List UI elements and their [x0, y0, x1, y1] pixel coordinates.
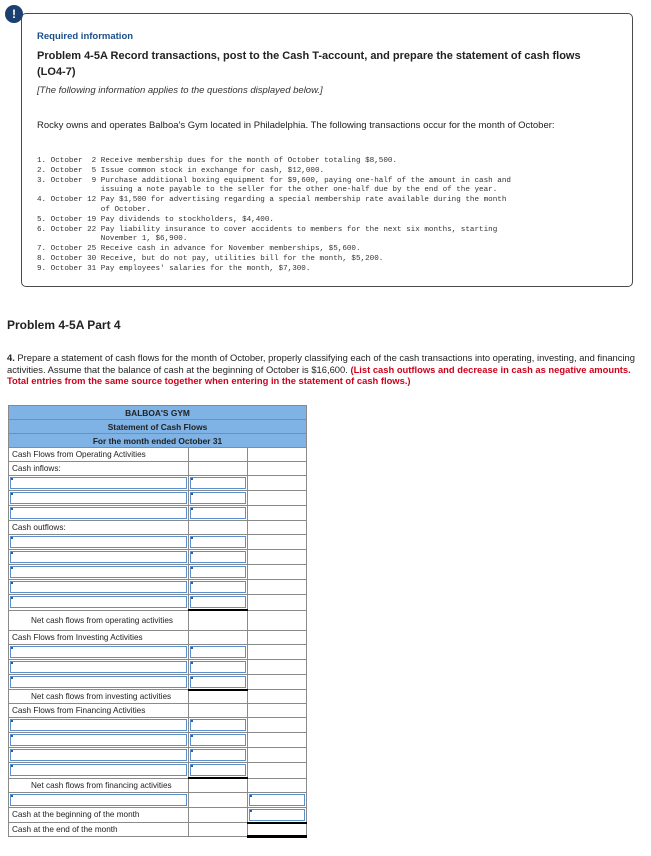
- line-item-description-field[interactable]: [10, 734, 187, 746]
- empty-cell: [189, 462, 248, 476]
- row-label: Cash Flows from Investing Activities: [9, 630, 189, 644]
- row-label: Cash inflows:: [9, 462, 189, 476]
- empty-cell: [248, 506, 307, 521]
- empty-cell: [189, 778, 248, 792]
- line-item-amount-field[interactable]: [190, 734, 246, 746]
- statement-row-input: [9, 763, 307, 779]
- line-item-amount[interactable]: [189, 580, 248, 595]
- line-item-description-field[interactable]: [10, 596, 187, 608]
- row-label: Cash Flows from Operating Activities: [9, 448, 189, 462]
- alert-icon: !: [5, 5, 23, 23]
- line-item-description-field[interactable]: [10, 661, 187, 673]
- line-item-amount[interactable]: [189, 674, 248, 690]
- line-item-amount-field[interactable]: [190, 719, 246, 731]
- empty-cell: [189, 792, 248, 807]
- net-cash-flow-total: [248, 610, 307, 630]
- question-body: Prepare a statement of cash flows for the month of October, properly classifying each of the cash transactions into operating, investing, and financing activities. Assume that the balance of cash at the beginning of October is $16,600.: [7, 352, 635, 375]
- line-item-description[interactable]: [9, 476, 189, 491]
- line-item-description[interactable]: [9, 733, 189, 748]
- empty-cell: [189, 610, 248, 630]
- empty-cell: [248, 644, 307, 659]
- empty-cell: [248, 448, 307, 462]
- statement-header-row: [9, 420, 307, 434]
- line-item-amount-field[interactable]: [190, 661, 246, 673]
- statement-row-net: [9, 610, 307, 630]
- statement-row-label: [9, 630, 307, 644]
- empty-cell: [248, 674, 307, 690]
- transactions-list: 1. October 2 Receive membership dues for the month of October totaling $8,500. 2. October 5 Issue common stock in exchange for cash, $12,000. 3. October 9 Purchase additional boxing equipment for $9,600, paying one-half of the amount in cash and issuing a note payable to the seller for the other one-half due by the end of the year. 4. October 12 Pay $1,500 for advertising regarding a special membership rate available during the month of October. 5. October 19 Pay dividends to stockholders, $4,400. 6. October 22 Pay liability insurance to cover accidents to members for the next six months, starting November 1, $6,900. 7. October 25 Receive cash in advance for November memberships, $5,600. 8. October 30 Receive, but do not pay, utilities bill for the month, $5,200. 9. October 31 Pay employees' salaries for the month, $7,300.: [37, 157, 511, 273]
- line-item-amount[interactable]: [189, 506, 248, 521]
- info-note: [The following information applies to the questions displayed below.]: [37, 85, 323, 96]
- line-item-amount[interactable]: [189, 644, 248, 659]
- line-item-description[interactable]: [9, 718, 189, 733]
- line-item-amount[interactable]: [189, 748, 248, 763]
- line-item-description-field[interactable]: [10, 507, 187, 519]
- empty-cell: [248, 521, 307, 535]
- line-item-description-field[interactable]: [10, 719, 187, 731]
- statement-header: For the month ended October 31: [9, 434, 307, 448]
- beginning-cash-amount[interactable]: [248, 807, 307, 823]
- line-item-description[interactable]: [9, 491, 189, 506]
- statement-row-input: [9, 565, 307, 580]
- empty-cell: [189, 521, 248, 535]
- empty-cell: [248, 491, 307, 506]
- line-item-amount[interactable]: [189, 733, 248, 748]
- line-item-description-field[interactable]: [10, 477, 187, 489]
- line-item-amount[interactable]: [189, 491, 248, 506]
- line-item-amount-field[interactable]: [190, 581, 246, 593]
- line-item-description[interactable]: [9, 580, 189, 595]
- line-item-description[interactable]: [9, 748, 189, 763]
- line-item-amount-field[interactable]: [190, 676, 246, 688]
- empty-cell: [248, 565, 307, 580]
- required-info-label: Required information: [37, 31, 134, 42]
- line-item-description[interactable]: [9, 644, 189, 659]
- line-item-description[interactable]: [9, 763, 189, 779]
- question-instruction: (List cash outflows and decrease in cash as negative amounts. Total entries from the same source together when entering in the statement of cash flows.): [7, 363, 631, 386]
- line-item-description[interactable]: [9, 550, 189, 565]
- statement-row-input: [9, 674, 307, 690]
- statement-row-input: [9, 580, 307, 595]
- statement-row-input: [9, 550, 307, 565]
- empty-cell: [189, 704, 248, 718]
- statement-row-beginning: [9, 807, 307, 823]
- line-item-description-field[interactable]: [10, 676, 187, 688]
- question-text: [7, 352, 637, 387]
- empty-cell: [248, 733, 307, 748]
- line-item-amount[interactable]: [189, 763, 248, 779]
- part-title: Problem 4-5A Part 4: [7, 318, 121, 332]
- empty-cell: [248, 748, 307, 763]
- line-item-amount-field[interactable]: [190, 536, 246, 548]
- line-item-amount[interactable]: [189, 550, 248, 565]
- statement-header-row: [9, 434, 307, 448]
- ending-cash-total: [248, 823, 307, 837]
- line-item-description[interactable]: [9, 506, 189, 521]
- line-item-description[interactable]: [9, 659, 189, 674]
- empty-cell: [248, 630, 307, 644]
- cash-flow-statement: [8, 405, 307, 838]
- statement-header: Statement of Cash Flows: [9, 420, 307, 434]
- statement-row-label: [9, 462, 307, 476]
- net-cash-flow-label: Net cash flows from financing activities: [9, 778, 189, 792]
- statement-row-input: [9, 718, 307, 733]
- line-item-amount-field[interactable]: [190, 749, 246, 761]
- net-cash-flow-total: [248, 690, 307, 704]
- line-item-amount-field[interactable]: [190, 566, 246, 578]
- net-cash-flow-label: Net cash flows from investing activities: [9, 690, 189, 704]
- net-cash-flow-label: Net cash flows from operating activities: [9, 610, 189, 630]
- line-item-description[interactable]: [9, 595, 189, 611]
- line-item-amount-field[interactable]: [190, 764, 246, 776]
- statement-row-input: [9, 748, 307, 763]
- line-item-description-field[interactable]: [10, 581, 187, 593]
- empty-cell: [248, 718, 307, 733]
- statement-row-input: [9, 644, 307, 659]
- line-item-amount-field[interactable]: [190, 646, 246, 658]
- line-item-description-field[interactable]: [10, 646, 187, 658]
- line-item-description-field[interactable]: [10, 492, 187, 504]
- net-change-description-field[interactable]: [10, 794, 187, 806]
- row-label: Cash outflows:: [9, 521, 189, 535]
- line-item-amount[interactable]: [189, 595, 248, 611]
- line-item-amount-field[interactable]: [190, 596, 246, 608]
- statement-row-input: [9, 733, 307, 748]
- line-item-description-field[interactable]: [10, 551, 187, 563]
- problem-title: Problem 4-5A Record transactions, post to the Cash T-account, and prepare the statement of cash flows (LO4-7): [37, 50, 581, 78]
- net-change-amount-field[interactable]: [249, 794, 305, 806]
- line-item-amount-field[interactable]: [190, 492, 246, 504]
- statement-row-input: [9, 476, 307, 491]
- empty-cell: [248, 704, 307, 718]
- statement-row-input: [9, 595, 307, 611]
- empty-cell: [248, 595, 307, 611]
- line-item-description-field[interactable]: [10, 566, 187, 578]
- line-item-description[interactable]: [9, 565, 189, 580]
- statement-row-end: [9, 823, 307, 837]
- line-item-description-field[interactable]: [10, 749, 187, 761]
- statement-header: BALBOA'S GYM: [9, 406, 307, 420]
- empty-cell: [248, 580, 307, 595]
- line-item-description-field[interactable]: [10, 536, 187, 548]
- statement-row-input: [9, 491, 307, 506]
- line-item-amount[interactable]: [189, 565, 248, 580]
- line-item-amount[interactable]: [189, 718, 248, 733]
- beginning-cash-amount-field[interactable]: [249, 809, 305, 821]
- statement-row-label: [9, 448, 307, 462]
- empty-cell: [248, 462, 307, 476]
- row-label: Cash at the beginning of the month: [9, 807, 189, 823]
- statement-row-final-input: [9, 792, 307, 807]
- question-number: 4.: [7, 352, 15, 363]
- net-change-description[interactable]: [9, 792, 189, 807]
- row-label: Cash Flows from Financing Activities: [9, 704, 189, 718]
- empty-cell: [248, 763, 307, 779]
- empty-cell: [248, 535, 307, 550]
- statement-row-label: [9, 704, 307, 718]
- line-item-description[interactable]: [9, 535, 189, 550]
- line-item-amount-field[interactable]: [190, 551, 246, 563]
- line-item-amount-field[interactable]: [190, 477, 246, 489]
- required-info-panel: [21, 13, 633, 287]
- statement-row-input: [9, 506, 307, 521]
- line-item-description[interactable]: [9, 674, 189, 690]
- statement-header-row: [9, 406, 307, 420]
- statement-row-input: [9, 659, 307, 674]
- statement-row-net: [9, 778, 307, 792]
- empty-cell: [189, 630, 248, 644]
- line-item-amount-field[interactable]: [190, 507, 246, 519]
- empty-cell: [189, 823, 248, 837]
- line-item-amount[interactable]: [189, 535, 248, 550]
- empty-cell: [248, 550, 307, 565]
- line-item-amount[interactable]: [189, 476, 248, 491]
- problem-intro: Rocky owns and operates Balboa's Gym located in Philadelphia. The following transactions occur for the month of October:: [37, 120, 555, 131]
- statement-row-input: [9, 535, 307, 550]
- empty-cell: [189, 807, 248, 823]
- line-item-amount[interactable]: [189, 659, 248, 674]
- line-item-description-field[interactable]: [10, 764, 187, 776]
- statement-row-net: [9, 690, 307, 704]
- empty-cell: [248, 476, 307, 491]
- empty-cell: [189, 448, 248, 462]
- net-change-amount[interactable]: [248, 792, 307, 807]
- row-label: Cash at the end of the month: [9, 823, 189, 837]
- empty-cell: [248, 659, 307, 674]
- statement-row-label: [9, 521, 307, 535]
- net-cash-flow-total: [248, 778, 307, 792]
- empty-cell: [189, 690, 248, 704]
